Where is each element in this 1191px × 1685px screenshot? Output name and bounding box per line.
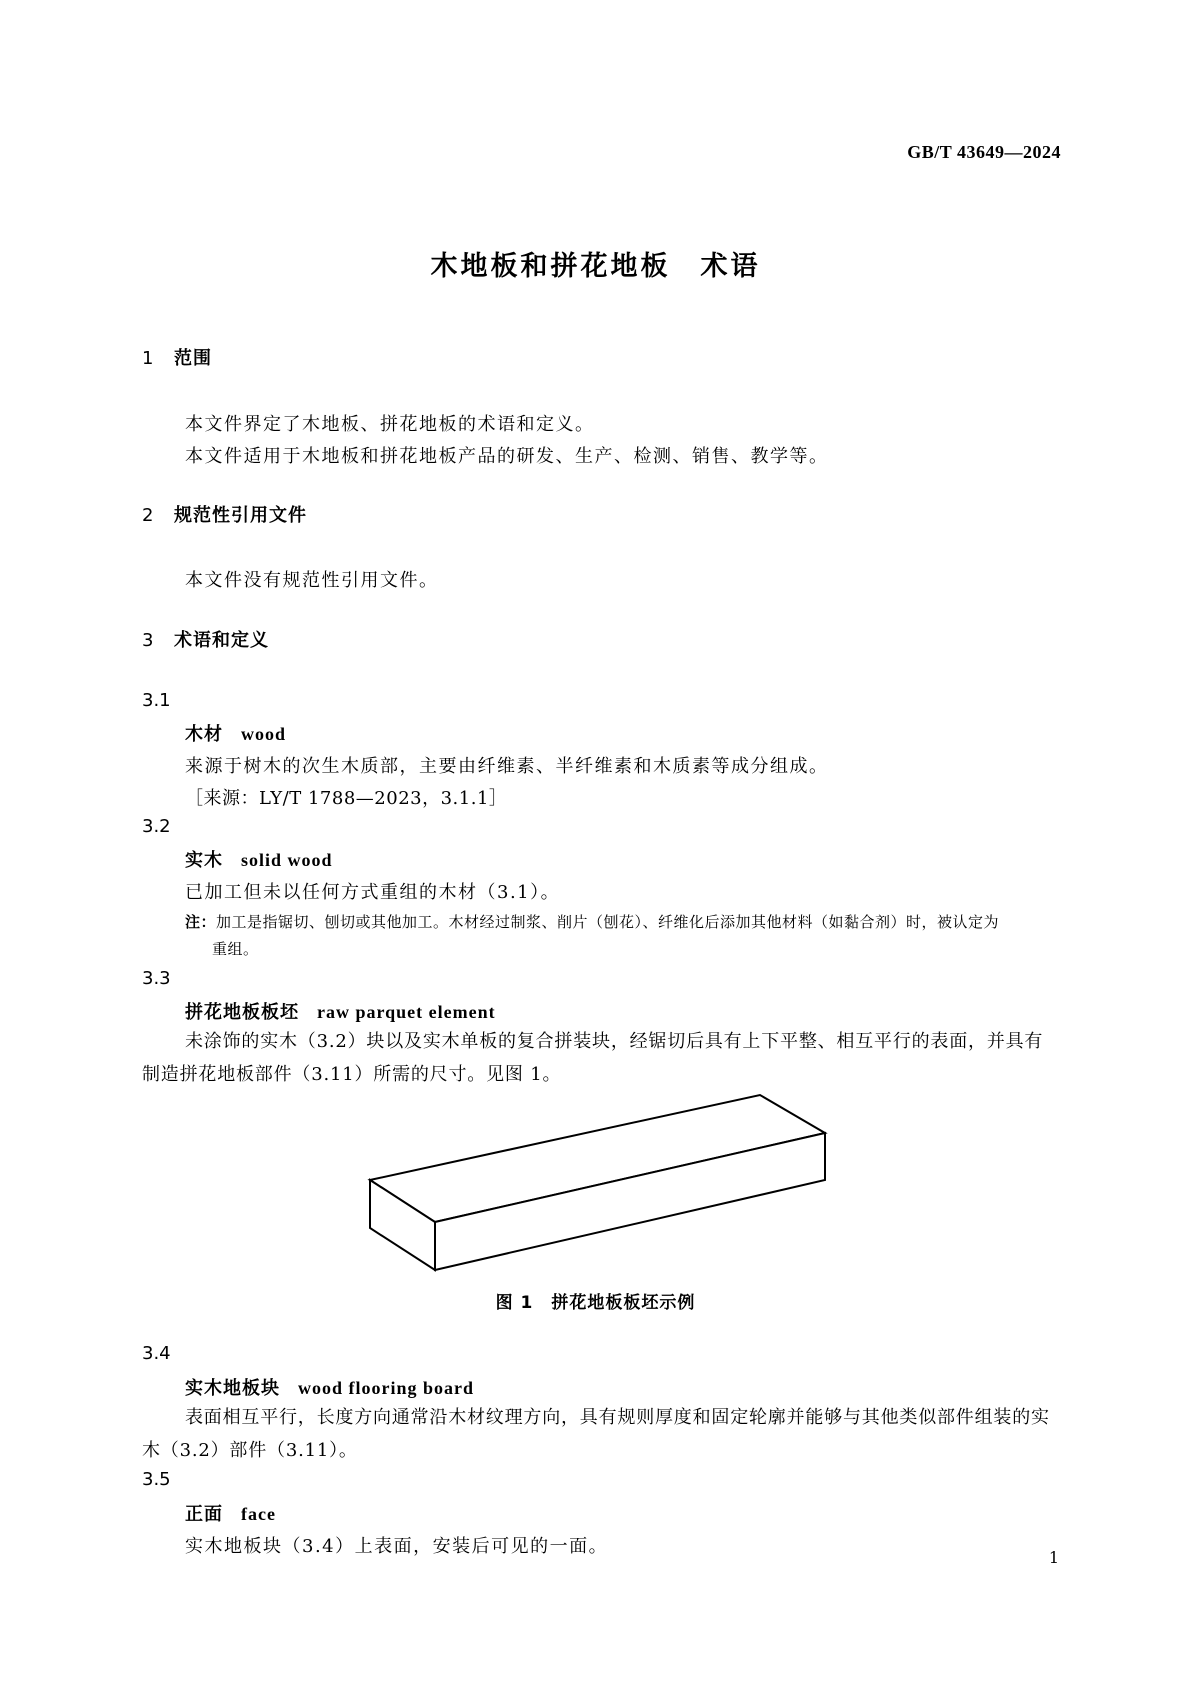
- note-text: 加工是指锯切、刨切或其他加工。木材经过制浆、削片（刨花）、纤维化后添加其他材料（如黏合剂）时，被认定为: [216, 913, 1000, 931]
- term-heading: [185, 720, 286, 746]
- term-definition: 实木地板块（3.4）上表面，安装后可见的一面。: [185, 1536, 609, 1557]
- term-heading: [185, 1500, 276, 1526]
- term-zh: 实木: [185, 850, 223, 871]
- term-zh: 木材: [185, 724, 223, 745]
- normative-line-1: 本文件没有规范性引用文件。: [185, 570, 439, 591]
- term-en: raw parquet element: [317, 1002, 496, 1022]
- term-note-continuation: 重组。: [212, 940, 259, 958]
- term-number: 3.3: [142, 968, 171, 989]
- section-number: 1: [142, 348, 155, 369]
- term-zh: 实木地板块: [185, 1378, 280, 1399]
- term-source: ［来源：LY/T 1788—2023，3.1.1］: [185, 788, 508, 809]
- document-title: 木地板和拼花地板 术语: [430, 251, 761, 282]
- section-heading-normative: [142, 501, 307, 527]
- raw-parquet-element-figure: [360, 1085, 850, 1275]
- page-number: 1: [1048, 1548, 1059, 1567]
- section-title: 范围: [174, 348, 212, 369]
- term-en: wood: [241, 724, 287, 744]
- section-title: 规范性引用文件: [174, 505, 307, 526]
- term-heading: [185, 998, 496, 1024]
- term-en: solid wood: [241, 850, 333, 870]
- term-heading: [185, 1374, 474, 1400]
- term-number: 3.2: [142, 816, 171, 837]
- term-heading: [185, 846, 333, 872]
- section-number: 2: [142, 505, 155, 526]
- term-number: 3.5: [142, 1469, 171, 1490]
- term-definition: 来源于树木的次生木质部，主要由纤维素、半纤维素和木质素等成分组成。: [185, 756, 829, 777]
- section-number: 3: [142, 630, 155, 651]
- standard-number: GB/T 43649—2024: [907, 142, 1061, 162]
- scope-line-1: 本文件界定了木地板、拼花地板的术语和定义。: [185, 414, 595, 435]
- note-label: 注：: [185, 913, 217, 931]
- term-number: 3.4: [142, 1343, 171, 1364]
- term-en: wood flooring board: [298, 1378, 475, 1398]
- term-en: face: [241, 1504, 276, 1524]
- section-heading-terms: [142, 626, 269, 652]
- term-definition: 已加工但未以任何方式重组的木材（3.1）。: [185, 882, 561, 903]
- term-number: 3.1: [142, 690, 171, 711]
- section-title: 术语和定义: [174, 630, 269, 651]
- term-zh: 拼花地板板坯: [185, 1002, 299, 1023]
- term-definition: 表面相互平行，长度方向通常沿木材纹理方向，具有规则厚度和固定轮廓并能够与其他类似部件组装的实木（3.2）部件（3.11）。: [142, 1407, 1050, 1461]
- section-heading-scope: [142, 344, 212, 370]
- scope-line-2: 本文件适用于木地板和拼花地板产品的研发、生产、检测、销售、教学等。: [185, 446, 829, 467]
- term-note: [185, 911, 999, 932]
- term-zh: 正面: [185, 1504, 223, 1525]
- term-definition: 未涂饰的实木（3.2）块以及实木单板的复合拼装块，经锯切后具有上下平整、相互平行的表面，并具有制造拼花地板部件（3.11）所需的尺寸。见图 1。: [142, 1031, 1044, 1085]
- figure-caption: 图 1 拼花地板板坯示例: [495, 1293, 696, 1313]
